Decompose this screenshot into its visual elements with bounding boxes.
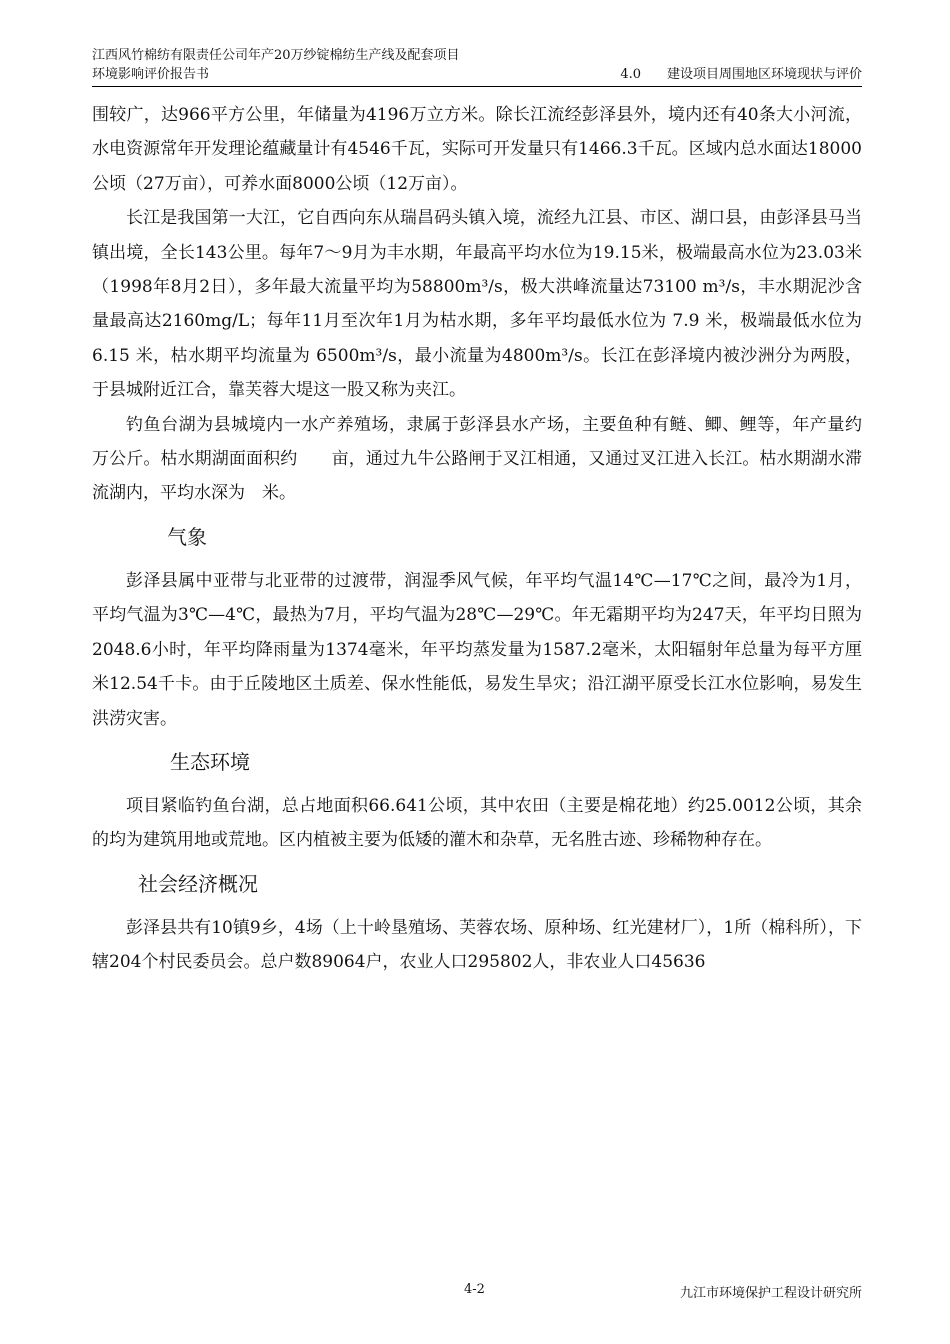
paragraph-water-resources: 围较广，达966平方公里，年储量为4196万立方米。除长江流经彭泽县外，境内还有40条大小河流，水电资源常年开发理论蕴藏量计有4546千瓦，实际可开发量只有1466.3千瓦。区域内总水面达18000公顷（27万亩），可养水面8000公顷（12万亩）。 <box>92 105 862 194</box>
header-row <box>92 65 862 84</box>
document-body <box>92 98 879 980</box>
paragraph-climate: 彭泽县属中亚带与北亚带的过渡带，润湿季风气候，年平均气温14℃—17℃之间，最冷为1月，平均气温为3℃—4℃，最热为7月，平均气温为28℃—29℃。年无霜期平均为247天，年平均日照为2048.6小时，年平均降雨量为1374毫米，年平均蒸发量为1587.2毫米，太阳辐射年总量为每平方厘米12.54千卡。由于丘陵地区土质差、保水性能低，易发生旱灾；沿江湖平原受长江水位影响，易发生洪涝灾害。 <box>92 570 862 729</box>
paragraph-ecology: 项目紧临钓鱼台湖，总占地面积66.641公顷，其中农田（主要是棉花地）约25.0012公顷，其余的均为建筑用地或荒地。区内植被主要为低矮的灌木和杂草，无名胜古迹、珍稀物种存在。 <box>92 795 862 851</box>
page-number: 4-2 <box>464 1282 485 1297</box>
header-divider <box>92 86 862 87</box>
page-footer <box>92 1282 862 1302</box>
paragraph-yangtze-river: 长江是我国第一大江，它自西向东从瑞昌码头镇入境，流经九江县、市区、湖口县，由彭泽县马当镇出境，全长143公里。每年7～9月为丰水期，年最高平均水位为19.15米，极端最高水位为23.03米（1998年8月2日），多年最大流量平均为58800m³/s，极大洪峰流量达73100 m³/s，丰水期泥沙含量最高达2160mg/L；每年11月至次年1月为枯水期，多年平均最低水位为 7.9 米，极端最低水位为 6.15 米，枯水期平均流量为 6500m³/s，最小流量为4800m³/s。长江在彭泽境内被沙洲分为两股，于县城附近江合，靠芙蓉大堤这一股又称为夹江。 <box>92 208 862 401</box>
section-heading-climate: 气象 <box>167 524 207 549</box>
paragraph-socioeconomic: 彭泽县共有10镇9乡，4场（上十岭垦殖场、芙蓉农场、原种场、红光建材厂），1所（棉科所），下辖204个村民委员会。总户数89064户，农业人口295802人，非农业人口45636 <box>92 917 862 973</box>
section-heading-socioeconomic: 社会经济概况 <box>138 871 258 896</box>
page-header <box>92 46 862 84</box>
section-heading-ecology: 生态环境 <box>170 749 250 774</box>
paragraph-diaoyutai-lake: 钓鱼台湖为县城境内一水产养殖场，隶属于彭泽县水产场，主要鱼种有鲢、鲫、鲤等，年产量约 万公斤。枯水期湖面面积约 亩，通过九牛公路闸于叉江相通，又通过叉江进入长江。枯水期湖水滞流湖内，平均水深为 米。 <box>92 414 879 504</box>
header-report-name: 环境影响评价报告书 <box>92 67 210 82</box>
header-section-title: 4.0 建设项目周围地区环境现状与评价 <box>620 67 862 82</box>
header-project-title: 江西风竹棉纺有限责任公司年产20万纱锭棉纺生产线及配套项目 <box>92 48 460 63</box>
footer-organization: 九江市环境保护工程设计研究所 <box>679 1286 862 1301</box>
